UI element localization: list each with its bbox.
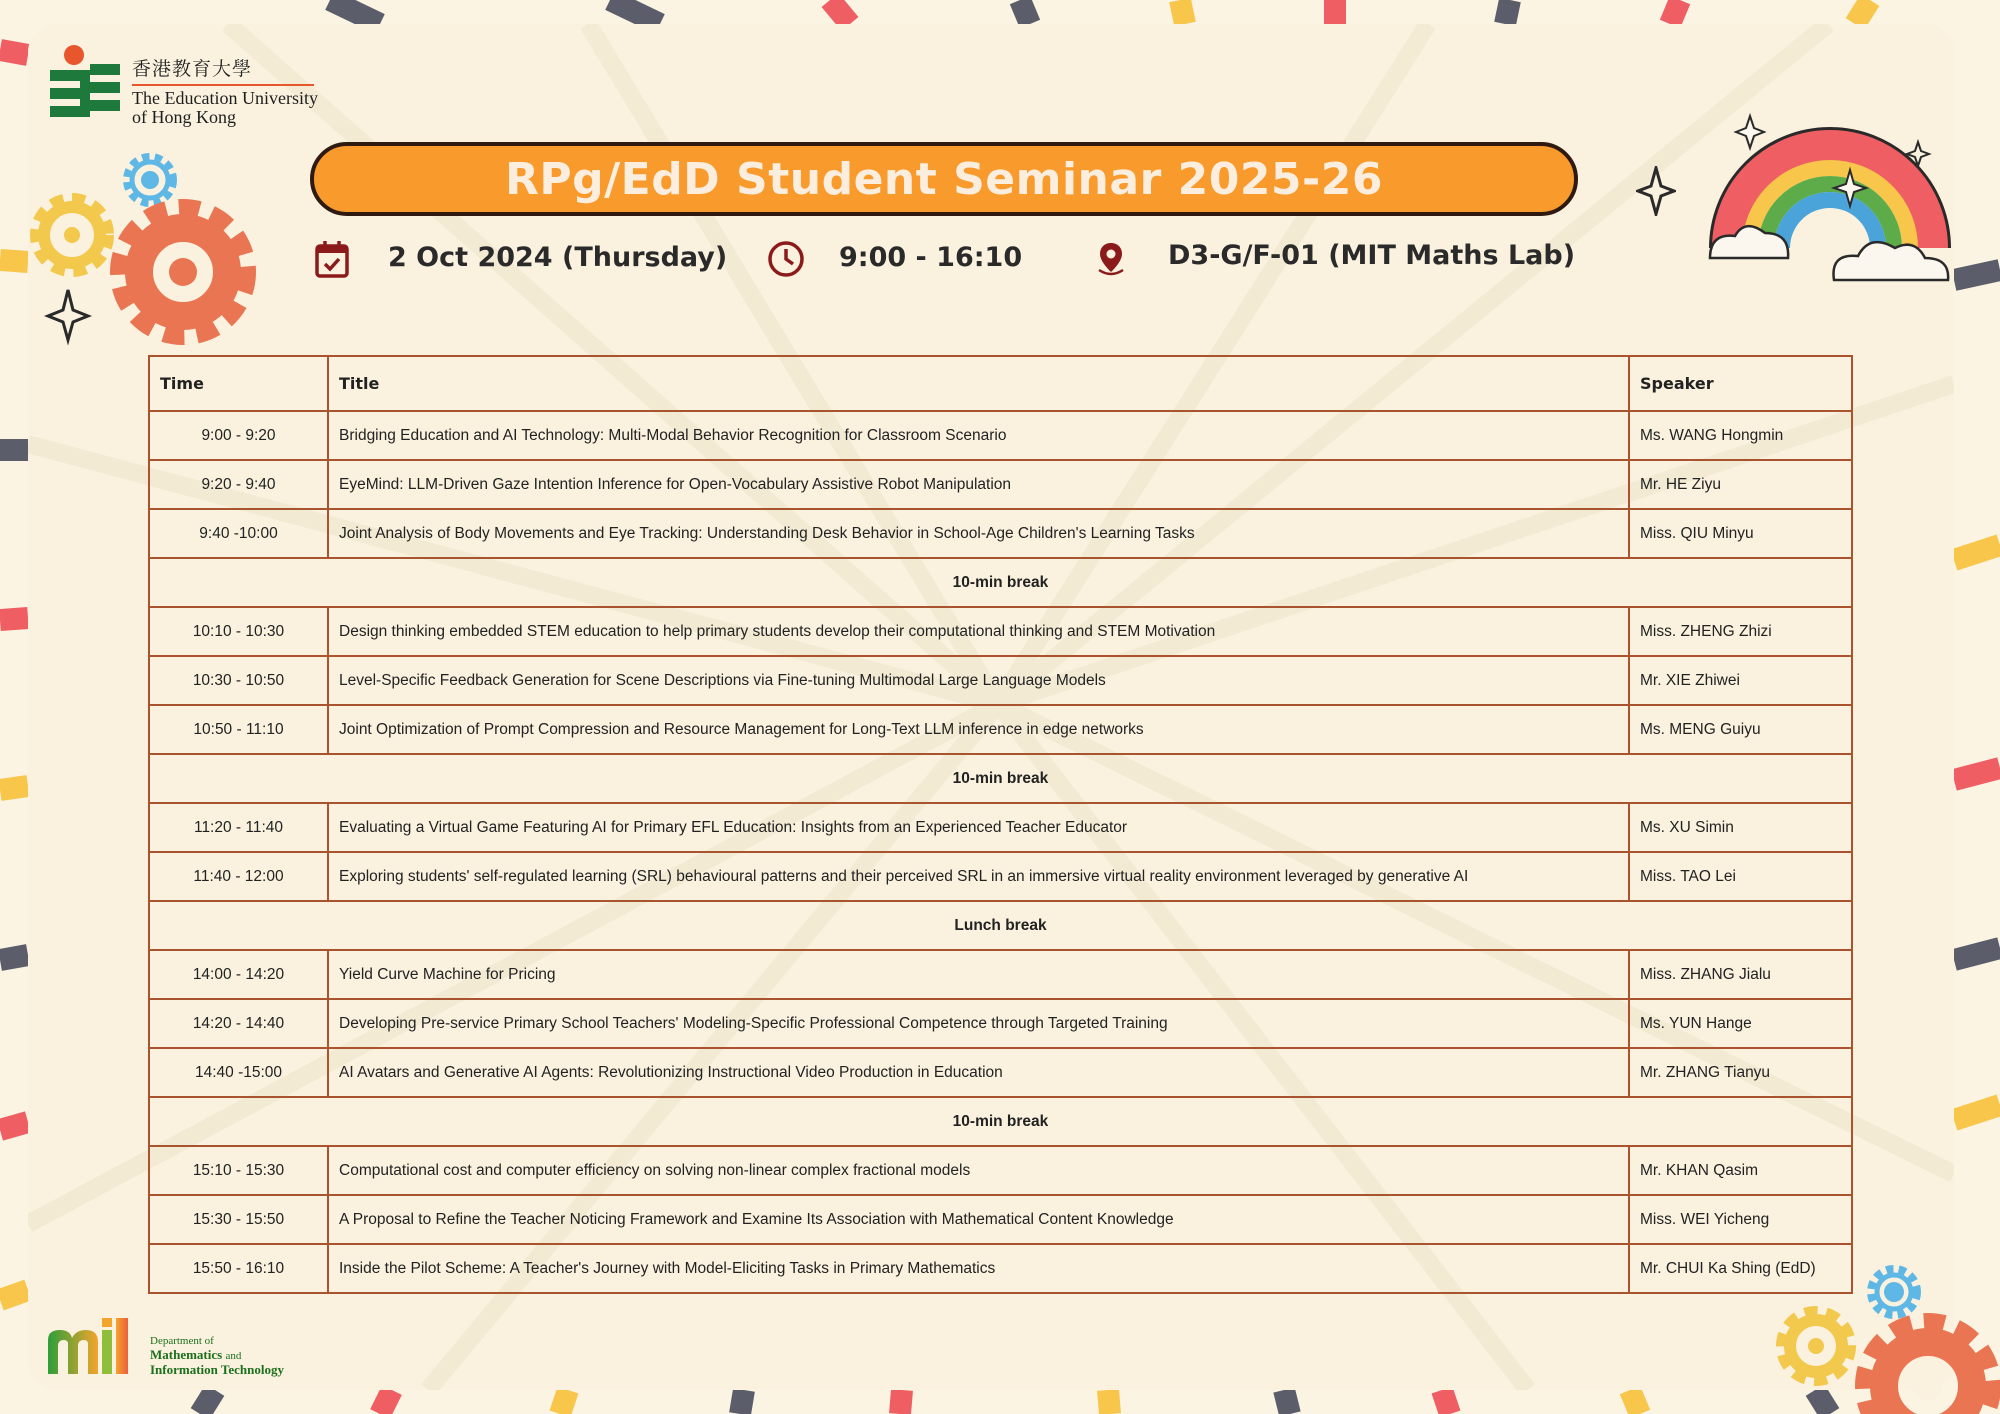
date-text: 2 Oct 2024 (Thursday) — [388, 242, 728, 273]
row-title: Joint Optimization of Prompt Compression and Resource Management for Long-Text LLM inference in edge networks — [328, 705, 1629, 754]
row-speaker: Ms. XU Simin — [1629, 803, 1852, 852]
mit-dept-line1: Department of — [150, 1335, 214, 1347]
eduhk-logo-mark-icon — [50, 42, 122, 126]
row-title: Inside the Pilot Scheme: A Teacher's Journey with Model-Eliciting Tasks in Primary Mathematics — [328, 1244, 1629, 1293]
table-header-row — [149, 356, 1852, 411]
row-title: Evaluating a Virtual Game Featuring AI for Primary EFL Education: Insights from an Experienced Teacher Educator — [328, 803, 1629, 852]
row-time: 15:10 - 15:30 — [149, 1146, 328, 1195]
row-title: Joint Analysis of Body Movements and Eye Tracking: Understanding Desk Behavior in School-Age Children's Learning Tasks — [328, 509, 1629, 558]
row-speaker: Mr. HE Ziyu — [1629, 460, 1852, 509]
row-time: 9:40 -10:00 — [149, 509, 328, 558]
row-time: 9:00 - 9:20 — [149, 411, 328, 460]
table-row — [149, 1244, 1852, 1293]
header-title: Title — [328, 356, 1629, 411]
header-time: Time — [149, 356, 328, 411]
row-speaker: Miss. QIU Minyu — [1629, 509, 1852, 558]
rainbow-icon — [1700, 108, 1960, 288]
row-speaker: Mr. CHUI Ka Shing (EdD) — [1629, 1244, 1852, 1293]
seminar-title: RPg/EdD Student Seminar 2025-26 — [504, 153, 1384, 205]
row-speaker: Ms. WANG Hongmin — [1629, 411, 1852, 460]
row-speaker: Miss. ZHENG Zhizi — [1629, 607, 1852, 656]
table-row — [149, 852, 1852, 901]
row-time: 15:50 - 16:10 — [149, 1244, 328, 1293]
row-time: 14:20 - 14:40 — [149, 999, 328, 1048]
row-time: 14:00 - 14:20 — [149, 950, 328, 999]
mit-logo-mark-icon — [48, 1316, 148, 1376]
mit-department-logo — [48, 1316, 308, 1380]
row-time: 14:40 -15:00 — [149, 1048, 328, 1097]
eduhk-name-en-line1: The Education University — [132, 88, 318, 108]
row-title: Exploring students' self-regulated learning (SRL) behavioural patterns and their perceived SRL in an immersive virtual reality environment leveraged by generative AI — [328, 852, 1629, 901]
sparkle-icon — [1636, 166, 1676, 216]
row-speaker: Mr. ZHANG Tianyu — [1629, 1048, 1852, 1097]
row-time: 15:30 - 15:50 — [149, 1195, 328, 1244]
row-title: Computational cost and computer efficiency on solving non-linear complex fractional models — [328, 1146, 1629, 1195]
row-title: Bridging Education and AI Technology: Multi-Modal Behavior Recognition for Classroom Scenario — [328, 411, 1629, 460]
table-row — [149, 950, 1852, 999]
table-row — [149, 999, 1852, 1048]
eduhk-logo — [50, 42, 330, 126]
gears-decoration-icon — [20, 140, 270, 350]
row-title: EyeMind: LLM-Driven Gaze Intention Inference for Open-Vocabulary Assistive Robot Manipulation — [328, 460, 1629, 509]
break-row — [149, 558, 1852, 607]
table-row — [149, 1195, 1852, 1244]
table-row — [149, 411, 1852, 460]
break-row — [149, 1097, 1852, 1146]
row-time: 10:50 - 11:10 — [149, 705, 328, 754]
break-label: 10-min break — [149, 754, 1852, 803]
row-speaker: Mr. XIE Zhiwei — [1629, 656, 1852, 705]
row-time: 10:30 - 10:50 — [149, 656, 328, 705]
mit-dept-line2: Mathematics — [150, 1347, 223, 1362]
row-time: 10:10 - 10:30 — [149, 607, 328, 656]
break-label: 10-min break — [149, 558, 1852, 607]
row-speaker: Ms. YUN Hange — [1629, 999, 1852, 1048]
venue-text: D3-G/F-01 (MIT Maths Lab) — [1168, 240, 1576, 271]
break-row — [149, 901, 1852, 950]
break-label: Lunch break — [149, 901, 1852, 950]
table-row — [149, 1048, 1852, 1097]
row-title: Design thinking embedded STEM education to help primary students develop their computational thinking and STEM Motivation — [328, 607, 1629, 656]
row-speaker: Miss. ZHANG Jialu — [1629, 950, 1852, 999]
row-speaker: Miss. WEI Yicheng — [1629, 1195, 1852, 1244]
row-title: Level-Specific Feedback Generation for Scene Descriptions via Fine-tuning Multimodal Large Language Models — [328, 656, 1629, 705]
row-speaker: Ms. MENG Guiyu — [1629, 705, 1852, 754]
row-speaker: Mr. KHAN Qasim — [1629, 1146, 1852, 1195]
mit-dept-line3: Information Technology — [150, 1362, 284, 1377]
clock-icon — [767, 240, 805, 278]
table-row — [149, 705, 1852, 754]
header-speaker: Speaker — [1629, 356, 1852, 411]
location-pin-icon — [1094, 240, 1128, 278]
row-time: 9:20 - 9:40 — [149, 460, 328, 509]
table-row — [149, 803, 1852, 852]
table-row — [149, 1146, 1852, 1195]
eduhk-name-zh: 香港教育大學 — [132, 54, 314, 86]
row-title: A Proposal to Refine the Teacher Noticing Framework and Examine Its Association with Mathematical Content Knowledge — [328, 1195, 1629, 1244]
row-title: Yield Curve Machine for Pricing — [328, 950, 1629, 999]
time-range-text: 9:00 - 16:10 — [839, 242, 1023, 273]
break-label: 10-min break — [149, 1097, 1852, 1146]
table-row — [149, 607, 1852, 656]
calendar-icon — [315, 240, 349, 278]
break-row — [149, 754, 1852, 803]
seminar-title-banner — [310, 142, 1578, 216]
row-time: 11:20 - 11:40 — [149, 803, 328, 852]
schedule-table — [148, 355, 1853, 1294]
row-title: AI Avatars and Generative AI Agents: Revolutionizing Instructional Video Production in Education — [328, 1048, 1629, 1097]
row-speaker: Miss. TAO Lei — [1629, 852, 1852, 901]
eduhk-name-en-line2: of Hong Kong — [132, 107, 236, 127]
gears-decoration-bottom-icon — [1760, 1262, 2000, 1414]
table-row — [149, 656, 1852, 705]
row-time: 11:40 - 12:00 — [149, 852, 328, 901]
mit-dept-line2b: and — [225, 1350, 242, 1362]
table-row — [149, 509, 1852, 558]
table-row — [149, 460, 1852, 509]
row-title: Developing Pre-service Primary School Teachers' Modeling-Specific Professional Competence through Targeted Training — [328, 999, 1629, 1048]
